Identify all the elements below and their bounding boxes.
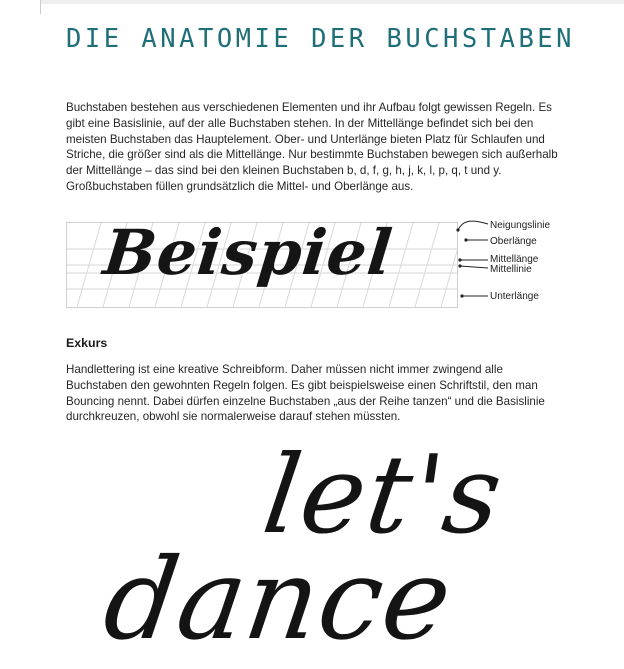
letter-anatomy-diagram: [60, 208, 560, 312]
lettering-line-lets: let's: [256, 433, 511, 558]
label-mittellaenge: Mittellänge: [490, 254, 539, 265]
exkurs-paragraph: Handlettering ist eine kreative Schreibform. Daher müssen nicht immer zwingend alle Buchstaben den gewohnten Regeln folgen. Es gibt beispielsweise einen Schriftstil, den man Bouncing nennt. Dabei dürfen einzelne Buchstaben „aus der Reihe tanzen“ und die Basislinie durchkreuzen, obwohl sie normalerweise darauf stehen müssten.: [66, 363, 545, 424]
label-unterlaenge: Unterlänge: [490, 291, 539, 302]
top-border: [40, 0, 624, 4]
page-edge-mark: [40, 0, 41, 14]
label-mittellinie: Mittellinie: [490, 264, 532, 275]
example-lettering-word: Beispiel: [100, 216, 397, 289]
lettering-line-dance: dance: [96, 535, 460, 665]
label-oberlaenge: Oberlänge: [490, 236, 537, 247]
intro-paragraph: Buchstaben bestehen aus verschiedenen Elementen und ihr Aufbau folgt gewissen Regeln. Es gibt eine Basislinie, auf der alle Buchstaben stehen. In der Mittellänge befindet sich bei den meisten Buchstaben das Hauptelement. Ober- und Unterlänge bieten Platz für Schlaufen und Striche, die größer sind als die Mittellänge. Nur bestimmte Buchstaben bewegen sich außerhalb der Mittellänge – das sind bei den kleinen Buchstaben b, d, f, g, h, j, k, l, p, q, t und y. Großbuchstaben füllen grundsätzlich die Mittel- und Oberlänge aus.: [66, 101, 558, 193]
label-arrows: [420, 208, 490, 312]
label-neigungslinie: Neigungslinie: [490, 220, 551, 231]
exkurs-heading: Exkurs: [66, 336, 108, 350]
page-title: DIE ANATOMIE DER BUCHSTABEN: [66, 24, 576, 54]
lets-dance-lettering: [96, 426, 520, 666]
